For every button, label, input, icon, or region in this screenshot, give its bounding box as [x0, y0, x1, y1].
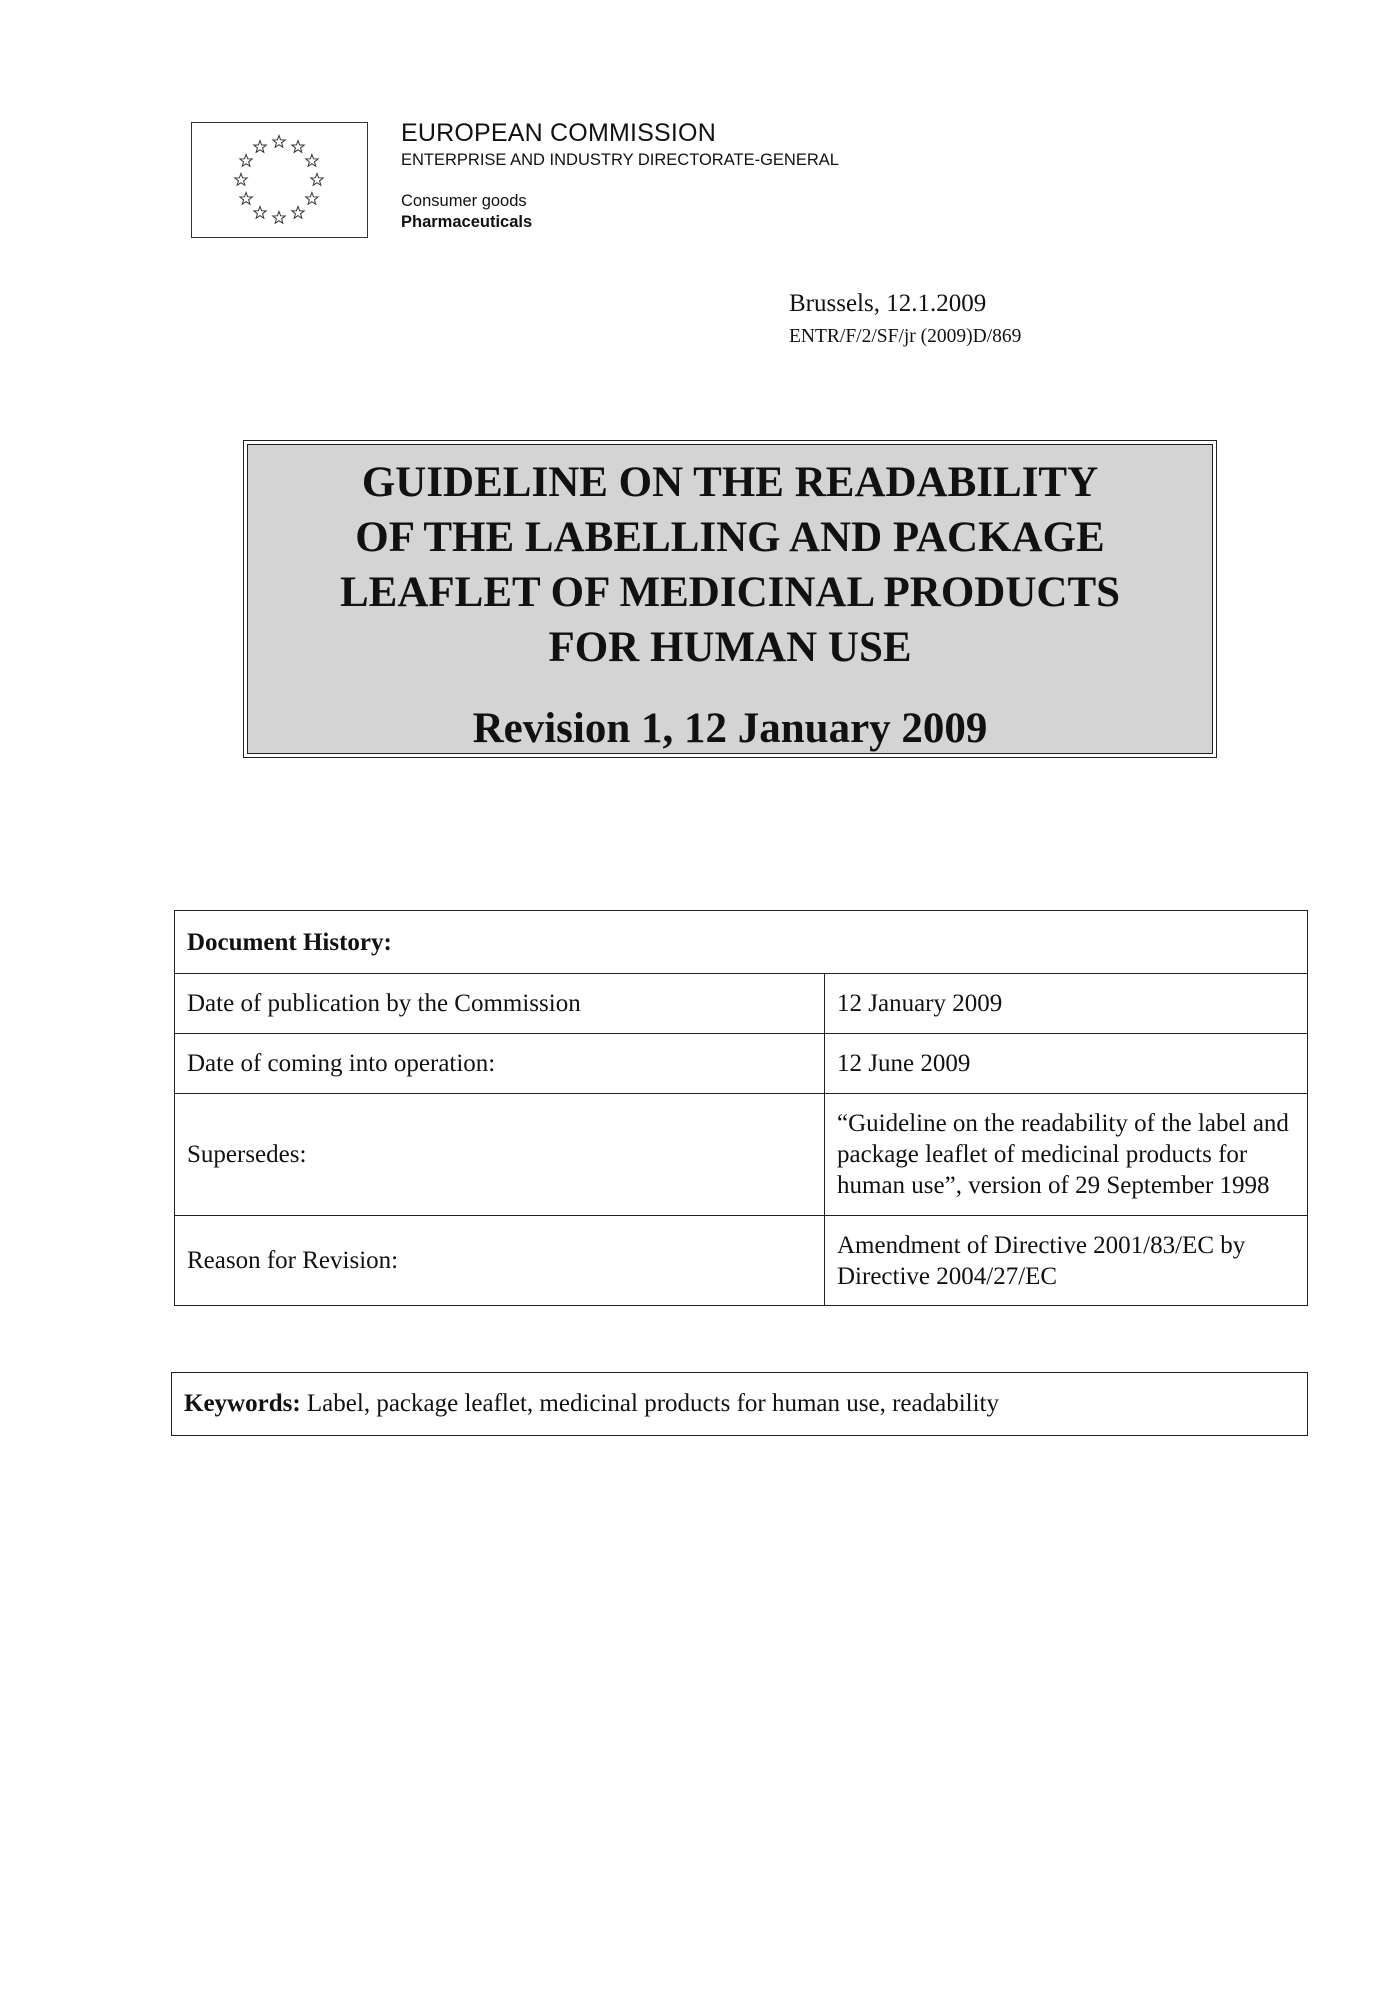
value-line: 12 January 2009	[837, 990, 1003, 1017]
star-icon	[254, 141, 266, 153]
unit-line-2: Pharmaceuticals	[401, 213, 533, 231]
title-line: LEAFLET OF MEDICINAL PRODUCTS	[339, 569, 1121, 616]
document-title	[248, 445, 1212, 675]
value-line: human use”, version of 29 September 1998	[837, 1172, 1270, 1199]
history-heading: Document History:	[175, 911, 1308, 974]
title-line: OF THE LABELLING AND PACKAGE	[355, 514, 1105, 561]
star-icon	[306, 155, 318, 167]
star-icon	[235, 174, 247, 186]
row-label: Date of publication by the Commission	[175, 974, 825, 1034]
unit-line-1: Consumer goods	[401, 192, 527, 210]
eu-stars-icon	[192, 123, 366, 236]
value-line: 12 June 2009	[837, 1050, 971, 1077]
eu-logo	[191, 122, 368, 238]
letterhead	[401, 118, 1001, 233]
row-label: Supersedes:	[175, 1094, 825, 1216]
value-line: Directive 2004/27/EC	[837, 1262, 1058, 1290]
title-panel	[247, 444, 1213, 754]
row-value	[825, 1034, 1308, 1094]
reference-number: ENTR/F/2/SF/jr (2009)D/869	[789, 326, 1022, 347]
keywords-label: Keywords:	[184, 1390, 301, 1417]
row-value	[825, 974, 1308, 1034]
star-icon	[254, 206, 266, 218]
table-row	[175, 1034, 1308, 1094]
row-label: Date of coming into operation:	[175, 1034, 825, 1094]
table-header-row	[175, 911, 1308, 974]
value-line: “Guideline on the readability of the label and	[837, 1110, 1289, 1137]
star-icon	[273, 136, 285, 148]
star-icon	[292, 206, 304, 218]
star-icon	[240, 193, 252, 205]
title-box	[243, 440, 1217, 758]
star-icon	[306, 193, 318, 205]
table-row	[175, 1216, 1308, 1306]
row-label: Reason for Revision:	[175, 1216, 825, 1306]
star-icon	[292, 141, 304, 153]
row-value	[825, 1094, 1308, 1216]
star-icon	[311, 174, 323, 186]
organization-name: EUROPEAN COMMISSION	[401, 119, 716, 147]
value-line: package leaflet of medicinal products for	[837, 1141, 1248, 1168]
title-line: FOR HUMAN USE	[548, 624, 912, 671]
table-row	[175, 1094, 1308, 1216]
value-line: Amendment of Directive 2001/83/EC by	[837, 1231, 1246, 1259]
place-date: Brussels, 12.1.2009	[789, 290, 987, 317]
row-value	[825, 1216, 1308, 1306]
star-icon	[273, 212, 285, 224]
keywords-text: Label, package leaflet, medicinal products for human use, readability	[300, 1390, 999, 1417]
table-row	[175, 974, 1308, 1034]
star-icon	[240, 155, 252, 167]
revision-line: Revision 1, 12 January 2009	[472, 705, 988, 752]
directorate-name: ENTERPRISE AND INDUSTRY DIRECTORATE-GENERAL	[401, 151, 839, 169]
keywords-box	[171, 1372, 1308, 1436]
title-line: GUIDELINE ON THE READABILITY	[361, 459, 1099, 506]
document-history-table	[174, 910, 1308, 1306]
